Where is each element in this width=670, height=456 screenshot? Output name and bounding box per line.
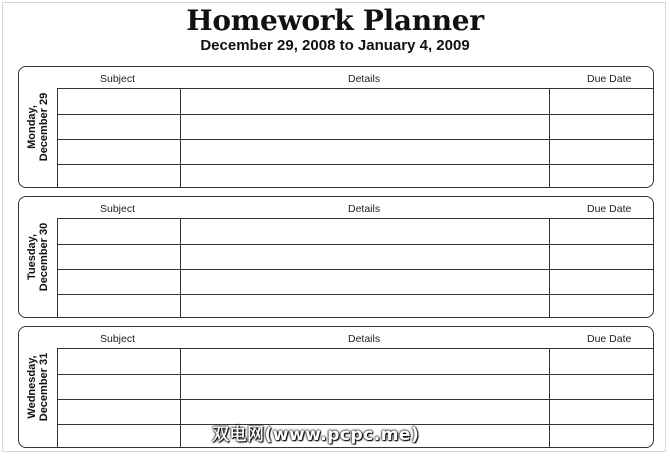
table-row [57, 269, 653, 294]
due-date-cell[interactable] [549, 89, 653, 114]
subject-cell[interactable] [57, 89, 180, 114]
details-cell[interactable] [180, 165, 549, 188]
day-date: December 29 [38, 92, 50, 162]
day-weekday: Tuesday, [26, 233, 38, 281]
table-row [57, 114, 653, 139]
subject-cell[interactable] [57, 140, 180, 164]
day-block-monday [18, 66, 654, 188]
subject-cell[interactable] [57, 165, 180, 188]
due-date-cell[interactable] [549, 270, 653, 294]
subject-cell[interactable] [57, 349, 180, 374]
details-column-header: Details [348, 333, 381, 345]
table-row [57, 89, 653, 114]
due-date-cell[interactable] [549, 295, 653, 318]
due-date-cell[interactable] [549, 115, 653, 139]
subject-cell[interactable] [57, 219, 180, 244]
due-date-column-header: Due Date [587, 73, 632, 85]
details-cell[interactable] [180, 219, 549, 244]
table-row [57, 219, 653, 244]
details-cell[interactable] [180, 295, 549, 318]
details-column-header: Details [348, 73, 381, 85]
table-row [57, 294, 653, 318]
day-weekday: Monday, [26, 105, 38, 149]
homework-grid [57, 88, 653, 188]
subject-cell[interactable] [57, 115, 180, 139]
details-cell[interactable] [180, 140, 549, 164]
day-date: December 30 [38, 222, 50, 292]
details-cell[interactable] [180, 115, 549, 139]
homework-grid [57, 218, 653, 318]
subject-column-header: Subject [100, 333, 136, 345]
due-date-cell[interactable] [549, 425, 653, 448]
table-row [57, 164, 653, 188]
subject-cell[interactable] [57, 295, 180, 318]
due-date-cell[interactable] [549, 375, 653, 399]
details-cell[interactable] [180, 245, 549, 269]
day-label [26, 223, 50, 292]
table-row [57, 374, 653, 399]
day-weekday: Wednesday, [26, 355, 38, 419]
page-title: Homework Planner [186, 4, 484, 37]
table-row [57, 139, 653, 164]
details-cell[interactable] [180, 349, 549, 374]
due-date-cell[interactable] [549, 400, 653, 424]
day-label-column [19, 67, 57, 187]
due-date-cell[interactable] [549, 219, 653, 244]
details-cell[interactable] [180, 270, 549, 294]
subject-cell[interactable] [57, 375, 180, 399]
details-column-header: Details [348, 203, 381, 215]
subject-cell[interactable] [57, 425, 180, 448]
details-cell[interactable] [180, 89, 549, 114]
date-range-subtitle: December 29, 2008 to January 4, 2009 [200, 37, 470, 54]
subject-column-header: Subject [100, 73, 136, 85]
due-date-cell[interactable] [549, 165, 653, 188]
subject-cell[interactable] [57, 245, 180, 269]
watermark: 双电网(www.pcpc.me) [212, 425, 420, 445]
due-date-cell[interactable] [549, 349, 653, 374]
day-label [26, 353, 50, 422]
day-label-column [19, 197, 57, 317]
due-date-cell[interactable] [549, 140, 653, 164]
subject-cell[interactable] [57, 400, 180, 424]
subject-column-header: Subject [100, 203, 136, 215]
due-date-column-header: Due Date [587, 203, 632, 215]
day-date: December 31 [38, 352, 50, 422]
day-label-column [19, 327, 57, 447]
day-block-tuesday [18, 196, 654, 318]
day-label [26, 93, 50, 162]
due-date-column-header: Due Date [587, 333, 632, 345]
table-row [57, 349, 653, 374]
details-cell[interactable] [180, 375, 549, 399]
table-row [57, 244, 653, 269]
due-date-cell[interactable] [549, 245, 653, 269]
subject-cell[interactable] [57, 270, 180, 294]
